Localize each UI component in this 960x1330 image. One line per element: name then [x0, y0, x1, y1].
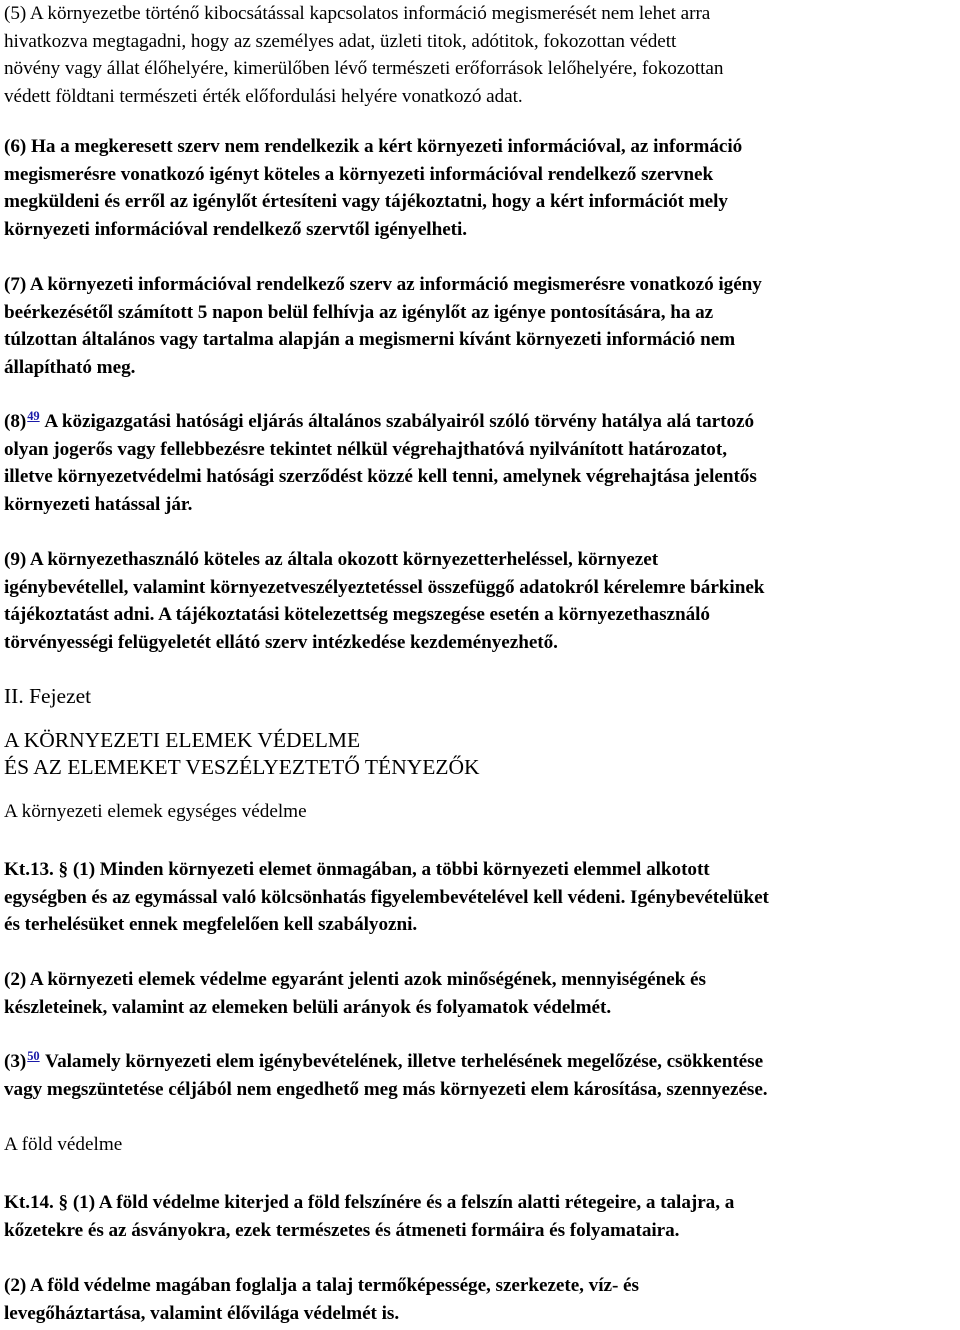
paragraph-5 [4, 0, 723, 110]
kt14-paragraph-1 [4, 1189, 734, 1244]
paragraph-line: környezeti hatással jár. [4, 493, 193, 515]
paragraph-line: (2) A környezeti elemek védelme egyaránt jelenti azok minőségének, mennyiségének és [4, 969, 706, 990]
paragraph-line: beérkezésétől számított 5 napon belül felhívja az igénylőt az igénye pontosítására, ha az [4, 301, 714, 323]
chapter-title-line-2: ÉS AZ ELEMEKET VESZÉLYEZTETŐ TÉNYEZŐK [4, 755, 480, 779]
kt14-paragraph-2 [4, 1272, 639, 1327]
paragraph-line: (2) A föld védelme magában foglalja a talaj termőképessége, szerkezete, víz- és [4, 1275, 639, 1296]
paragraph-line: törvényességi felügyeletét ellátó szerv intézkedése kezdeményezhető. [4, 631, 558, 653]
paragraph-line: környezeti információval rendelkező szervtől igényelheti. [4, 218, 468, 240]
paragraph-line: illetve környezetvédelmi hatósági szerződést közzé kell tenni, amelynek végrehajtása jelentős [4, 466, 757, 488]
paragraph-text: Valamely környezeti elem igénybevételének, illetve terhelésének megelőzése, csökkentése [40, 1051, 764, 1072]
paragraph-prefix: (3) [4, 1051, 27, 1072]
paragraph-line: (6) Ha a megkeresett szerv nem rendelkezik a kért környezeti információval, az információ [4, 136, 743, 157]
paragraph-line: vagy megszüntetése céljából nem engedhető meg más környezeti elem károsítása, szennyezése. [4, 1078, 768, 1100]
chapter-title-line-1: A KÖRNYEZETI ELEMEK VÉDELME [4, 728, 361, 752]
kt13-paragraph-3 [4, 1048, 768, 1103]
paragraph-line: állapítható meg. [4, 356, 136, 378]
section-subtitle: A föld védelme [4, 1134, 123, 1155]
chapter-label: II. Fejezet [4, 684, 92, 708]
paragraph-line: olyan jogerős vagy fellebbezésre tekintet nélkül végrehajthatóvá nyilvánított határozatot, [4, 438, 727, 460]
paragraph-line: tájékoztatást adni. A tájékoztatási kötelezettség megszegése esetén a környezethasználó [4, 604, 710, 626]
kt13-paragraph-2 [4, 966, 706, 1021]
section-subtitle: A környezeti elemek egységes védelme [4, 801, 307, 822]
paragraph-line: (7) A környezeti információval rendelkező szerv az információ megismerésre vonatkozó igény [4, 274, 762, 295]
paragraph-8 [4, 408, 757, 518]
paragraph-line: (9) A környezethasználó köteles az általa okozott környezetterheléssel, környezet [4, 549, 659, 570]
footnote-link-49[interactable]: 49 [27, 409, 40, 423]
paragraph-prefix: (8) [4, 411, 27, 432]
paragraph-line: kőzetekre és az ásványokra, ezek természetes és átmeneti formáira és folyamataira. [4, 1219, 680, 1241]
paragraph-line: Kt.14. § (1) A föld védelme kiterjed a föld felszínére és a felszín alatti rétegeire, a talajra, a [4, 1192, 735, 1213]
paragraph-line: megküldeni és erről az igénylőt értesíteni vagy tájékoztatni, hogy a kért információt mely [4, 191, 728, 213]
paragraph-9 [4, 546, 764, 656]
paragraph-line: védett földtani természeti érték előfordulási helyére vonatkozó adat. [4, 85, 523, 107]
kt13-paragraph-1 [4, 856, 769, 939]
footnote-link-50[interactable]: 50 [27, 1049, 40, 1063]
paragraph-7 [4, 271, 762, 381]
paragraph-line: túlzottan általános vagy tartalma alapján a megismerni kívánt környezeti információ nem [4, 329, 736, 351]
paragraph-line [4, 408, 757, 436]
paragraph-line: és terhelésüket ennek megfelelően kell szabályozni. [4, 914, 418, 936]
paragraph-line: hivatkozva megtagadni, hogy az személyes adat, üzleti titok, adótitok, fokozottan védett [4, 30, 677, 52]
paragraph-line: készleteinek, valamint az elemeken belüli arányok és folyamatok védelmét. [4, 996, 612, 1018]
paragraph-line: egységben és az egymással való kölcsönhatás figyelembevételével kell védeni. Igénybevételüket [4, 886, 769, 908]
paragraph-line: igénybevétellel, valamint környezetveszélyeztetéssel összefüggő adatokról kérelemre bárkinek [4, 576, 765, 598]
paragraph-line [4, 1048, 768, 1076]
paragraph-line: növény vagy állat élőhelyére, kimerülőben lévő természeti erőforrások lelőhelyére, fokozottan [4, 58, 724, 80]
paragraph-line: levegőháztartása, valamint élővilága védelmét is. [4, 1302, 400, 1324]
paragraph-text: A közigazgatási hatósági eljárás általános szabályairól szóló törvény hatálya alá tartozó [40, 411, 755, 432]
paragraph-line: megismerésre vonatkozó igényt köteles a környezeti információval rendelkező szervnek [4, 163, 714, 185]
paragraph-line: Kt.13. § (1) Minden környezeti elemet önmagában, a többi környezeti elemmel alkotott [4, 859, 710, 880]
paragraph-line: (5) A környezetbe történő kibocsátással kapcsolatos információ megismerését nem lehet arra [4, 3, 711, 24]
paragraph-6 [4, 133, 742, 243]
